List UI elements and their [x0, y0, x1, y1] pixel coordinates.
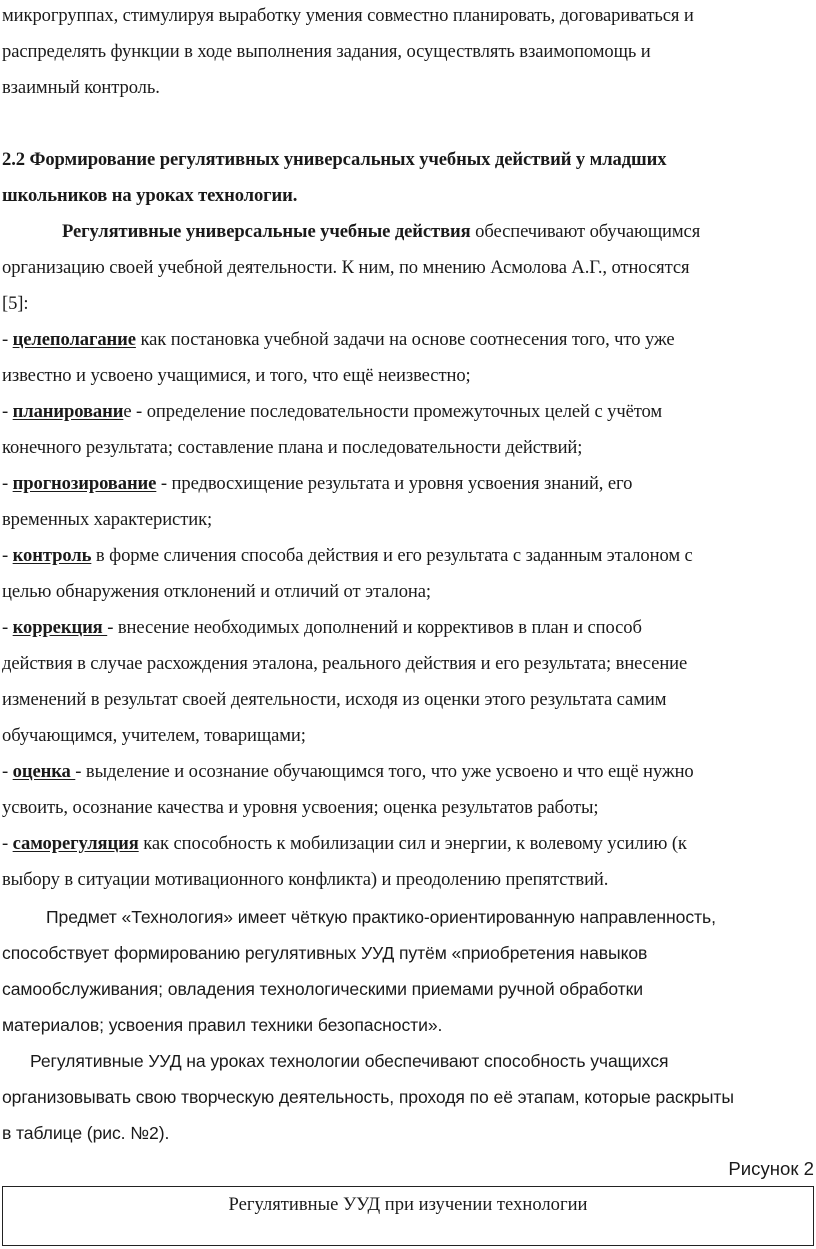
list-item-continuation: конечного результата; составление плана и последовательности действий;: [2, 437, 583, 458]
paragraph-2-line-2: организовывать свою творческую деятельность, проходя по её этапам, которые раскрыты: [2, 1087, 734, 1107]
list-item-text: как постановка учебной задачи на основе соотнесения того, что уже: [135, 329, 675, 350]
section-heading-line-2: школьников на уроках технологии.: [2, 185, 298, 206]
intro-line-1: микрогруппах, стимулируя выработку умения совместно планировать, договариваться и: [2, 5, 694, 26]
list-item-text: е - определение последовательности промежуточных целей с учётом: [123, 401, 663, 422]
paragraph-2-line-1: Регулятивные УУД на уроках технологии обеспечивают способность учащихся: [30, 1051, 669, 1071]
list-item-term: прогнозирование: [12, 473, 157, 494]
list-dash: -: [2, 833, 13, 854]
list-item-control: [2, 545, 693, 567]
list-item-assessment: [2, 761, 694, 783]
section-heading-line-1: 2.2 Формирование регулятивных универсальных учебных действий у младших: [2, 149, 667, 170]
list-dash: -: [2, 617, 13, 638]
list-item-goal-setting: [2, 329, 675, 351]
paragraph-2-line-3: в таблице (рис. №2).: [2, 1123, 170, 1143]
list-item-term: целеполагание: [12, 329, 136, 350]
paragraph-1-line-4: материалов; усвоения правил техники безопасности».: [2, 1015, 443, 1035]
definition-line-3: [5]:: [2, 293, 29, 314]
list-item-continuation: усвоить, осознание качества и уровня усвоения; оценка результатов работы;: [2, 797, 599, 818]
paragraph-1-line-3: самообслуживания; овладения технологическими приемами ручной обработки: [2, 979, 643, 999]
table-frame: [2, 1186, 814, 1246]
list-item-text: - выделение и осознание обучающимся того, что уже усвоено и что ещё нужно: [75, 761, 694, 782]
list-dash: -: [2, 329, 13, 350]
table-title: Регулятивные УУД при изучении технологии: [228, 1194, 588, 1215]
list-dash: -: [2, 761, 13, 782]
list-item-term: саморегуляция: [12, 833, 139, 854]
list-item-correction: [2, 617, 642, 639]
intro-line-2: распределять функции в ходе выполнения задания, осуществлять взаимопомощь и: [2, 41, 651, 62]
definition-line-2: организацию своей учебной деятельности. К ним, по мнению Асмолова А.Г., относятся: [2, 257, 690, 278]
list-item-continuation: известно и усвоено учащимися, и того, что ещё неизвестно;: [2, 365, 471, 386]
list-item-continuation: выбору в ситуации мотивационного конфликта) и преодолению препятствий.: [2, 869, 609, 890]
paragraph-1-line-2: способствует формированию регулятивных УУД путём «приобретения навыков: [2, 943, 648, 963]
list-item-text: - предвосхищение результата и уровня усвоения знаний, его: [156, 473, 633, 494]
list-item-forecasting: [2, 473, 632, 495]
list-item-term: коррекция: [12, 617, 108, 638]
definition-line-1: [62, 221, 700, 243]
list-item-self-regulation: [2, 833, 687, 855]
definition-line-1-rest: обеспечивают обучающимся: [470, 221, 701, 242]
list-item-text: - внесение необходимых дополнений и коррективов в план и способ: [107, 617, 642, 638]
list-item-text: в форме сличения способа действия и его результата с заданным эталоном с: [91, 545, 693, 566]
list-item-continuation: временных характеристик;: [2, 509, 213, 530]
list-item-term: оценка: [12, 761, 76, 782]
figure-caption: Рисунок 2: [728, 1158, 814, 1179]
list-item-term: контроль: [12, 545, 92, 566]
list-item-continuation: обучающимся, учителем, товарищами;: [2, 725, 306, 746]
list-dash: -: [2, 401, 13, 422]
list-dash: -: [2, 545, 13, 566]
list-item-term: планировани: [12, 401, 124, 422]
definition-term: Регулятивные универсальные учебные действия: [62, 221, 471, 242]
paragraph-1-line-1: Предмет «Технология» имеет чёткую практико-ориентированную направленность,: [46, 907, 716, 927]
list-item-continuation: изменений в результат своей деятельности, исходя из оценки этого результата самим: [2, 689, 667, 710]
list-item-text: как способность к мобилизации сил и энергии, к волевому усилию (к: [138, 833, 687, 854]
list-item-continuation: целью обнаружения отклонений и отличий от эталона;: [2, 581, 431, 602]
intro-line-3: взаимный контроль.: [2, 77, 160, 98]
list-dash: -: [2, 473, 13, 494]
list-item-planning: [2, 401, 662, 423]
list-item-continuation: действия в случае расхождения эталона, реального действия и его результата; внесение: [2, 653, 688, 674]
